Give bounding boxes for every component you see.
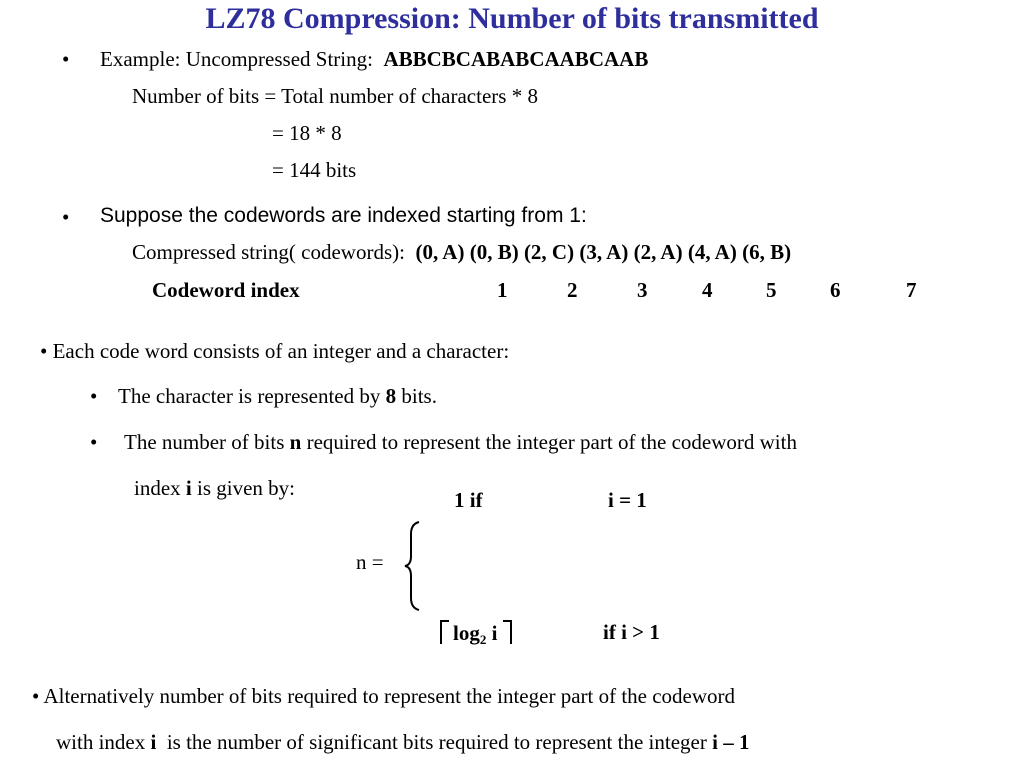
codeword-index-2: 2 — [567, 278, 578, 302]
codeword-index-4: 4 — [702, 278, 713, 302]
var-i: i — [185, 476, 192, 500]
formula-case2 — [440, 620, 512, 648]
example-line — [100, 47, 648, 72]
integer-bits-line: The number of bits n required to represent the integer part of the codeword with — [124, 430, 797, 454]
character-bits-line: The character is represented by 8 bits. — [118, 384, 437, 408]
bits-calc-line: = 18 * 8 — [272, 121, 342, 145]
ceil-right-icon — [503, 620, 512, 644]
character-bits-value: 8 — [385, 384, 397, 408]
bits-formula-line: Number of bits = Total number of characters * 8 — [132, 84, 538, 108]
alt-i-minus-1: i – 1 — [712, 730, 750, 754]
formula-case1 — [454, 488, 483, 513]
each-codeword-text: Each code word consists of an integer and a character: — [52, 339, 510, 363]
alt-var-i: i — [150, 730, 157, 754]
formula-case2-condition: if i > 1 — [603, 620, 660, 644]
codewords-list: (0, A) (0, B) (2, C) (3, A) (2, A) (4, A) (6, B) — [415, 240, 792, 264]
index-line: index i is given by: — [134, 476, 295, 500]
formula-case1-condition: i = 1 — [608, 488, 647, 512]
var-n: n — [289, 430, 302, 454]
bits-result-line: = 144 bits — [272, 158, 357, 182]
compressed-label: Compressed string( codewords): — [132, 240, 405, 264]
codeword-index-5: 5 — [766, 278, 777, 302]
page-title: LZ78 Compression: Number of bits transmitted — [205, 2, 819, 35]
codeword-index-6: 6 — [830, 278, 841, 302]
formula-case1-value: 1 if — [454, 488, 483, 512]
formula-log-arg: i — [491, 621, 498, 645]
bullet: • — [62, 205, 70, 229]
formula-log-base: 2 — [479, 632, 487, 647]
alternative-text: Alternatively number of bits required to represent the integer part of the codeword — [43, 684, 736, 708]
bullet: • — [62, 47, 70, 71]
example-string: ABBCBCABABCAABCAAB — [383, 47, 649, 71]
alternative-line1: • Alternatively number of bits required to represent the integer part of the codeword — [32, 684, 736, 708]
bullet: • — [90, 384, 98, 408]
alternative-line2: with index i is the number of significant bits required to represent the integer i – 1 — [56, 730, 750, 754]
codeword-index-3: 3 — [637, 278, 648, 302]
formula-log: log — [453, 621, 480, 645]
compressed-line — [132, 240, 791, 265]
codeword-index-1: 1 — [497, 278, 508, 302]
bullet: • — [90, 430, 98, 454]
each-codeword-line: • Each code word consists of an integer and a character: — [40, 339, 510, 363]
ceil-left-icon — [440, 620, 449, 644]
codeword-index-7: 7 — [906, 278, 917, 302]
curly-brace-icon — [402, 520, 424, 612]
formula-lhs: n = — [356, 550, 384, 574]
suppose-text: Suppose the codewords are indexed starting from 1: — [100, 204, 587, 227]
codeword-index-label: Codeword index — [152, 278, 300, 302]
example-label: Example: Uncompressed String: — [100, 47, 373, 71]
